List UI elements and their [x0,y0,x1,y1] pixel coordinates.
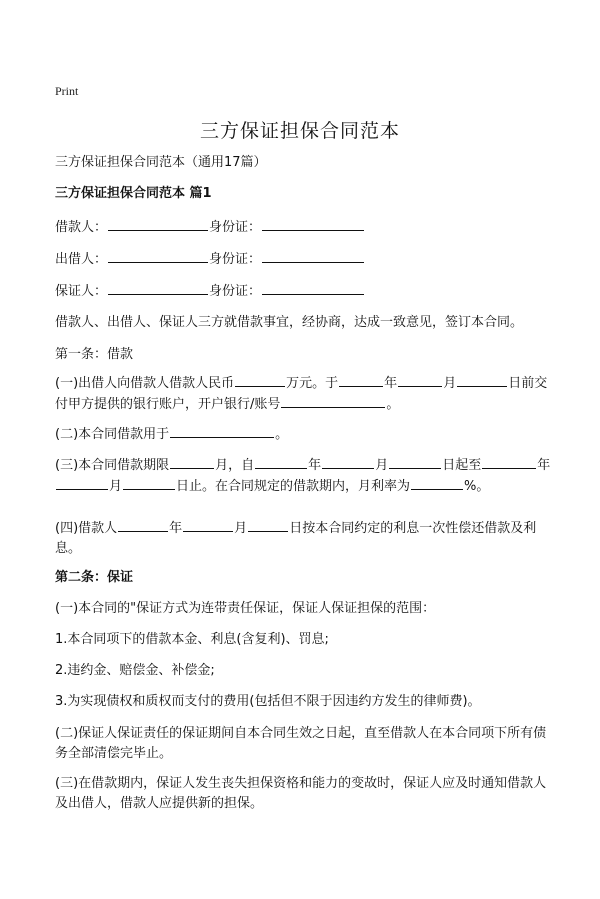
party-guarantor-line [55,281,555,302]
interest-rate-blank [411,476,463,490]
borrower-name-blank [108,217,208,231]
party-guarantor-label: 保证人： [55,284,108,299]
party-borrower-label: 借款人： [55,220,108,235]
article-heading: 三方保证担保合同范本 篇1 [55,186,212,201]
repay-year-blank [118,518,168,532]
clause2-text-b: 。 [275,427,289,442]
section1-heading: 第一条：借款 [55,347,134,362]
clause3-text-b: 月，自 [215,458,255,473]
clause1-text-e: 日前交付甲方提供的银行账户，开户银行/账号 [55,376,548,412]
clause3-text-e: 日起至 [442,458,482,473]
start-month-blank [322,455,374,469]
loan-amount-blank [235,373,285,387]
clause3-text-i: %。 [464,479,490,494]
lender-id-blank [262,249,364,263]
start-day-blank [389,455,441,469]
party-lender-line [55,249,555,270]
party-borrower-line [55,217,555,238]
clause3-text-f: 年 [537,458,551,473]
repay-day-blank [248,518,288,532]
guarantor-id-blank [262,281,364,295]
loan-year-blank [339,373,383,387]
section2-heading: 第二条：保证 [55,570,134,585]
section2-clause1: (一)本合同的"保证方式为连带责任保证，保证人保证担保的范围： [55,601,436,616]
clause4-text-c: 月 [234,521,248,536]
clause1-text-d: 月 [443,376,457,391]
party-lender-label: 出借人： [55,252,108,267]
clause3-text-c: 年 [308,458,322,473]
section1-clause4 [55,518,555,559]
party-guarantor-id-label: 身份证： [209,284,262,299]
section1-clause2 [55,424,555,445]
end-day-blank [123,476,175,490]
clause1-text-c: 年 [384,376,398,391]
clause2-text-a: (二)本合同借款用于 [55,427,170,442]
lender-name-blank [108,249,208,263]
clause3-text-g: 月 [109,479,123,494]
document-subtitle: 三方保证担保合同范本（通用17篇） [55,155,267,170]
clause4-text-a: (四)借款人 [55,521,118,536]
party-borrower-id-label: 身份证： [209,220,262,235]
print-label: Print [55,84,79,98]
section2-item1: 1.本合同项下的借款本金、利息(含复利)、罚息; [55,632,329,647]
section2-clause3: (三)在借款期内，保证人发生丧失担保资格和能力的变故时，保证人应及时通知借款人及出借人，借款人应提供新的担保。 [55,776,547,811]
section2-item2: 2.违约金、赔偿金、补偿金; [55,663,215,678]
guarantor-name-blank [108,281,208,295]
loan-month-blank [398,373,442,387]
clause4-text-b: 年 [169,521,183,536]
clause1-text-f: 。 [386,397,400,412]
end-month-blank [56,476,108,490]
repay-month-blank [183,518,233,532]
clause1-text-b: 万元。于 [286,376,339,391]
section1-clause1 [55,373,555,415]
loan-day-blank [457,373,507,387]
start-year-blank [255,455,307,469]
clause3-text-h: 日止。在合同规定的借款期内，月利率为 [176,479,411,494]
loan-purpose-blank [170,424,274,438]
section2-item3: 3.为实现债权和质权而支付的费用(包括但不限于因违约方发生的律师费)。 [55,694,481,709]
loan-term-blank [170,455,214,469]
end-year-blank [482,455,536,469]
clause1-text-a: (一)出借人向借款人借款人民币 [55,376,235,391]
clause3-text-d: 月 [375,458,389,473]
page-title: 三方保证担保合同范本 [199,120,400,142]
party-lender-id-label: 身份证： [209,252,262,267]
borrower-id-blank [262,217,364,231]
clause4-text-d: 日按本合同约定的利息一次性偿还借款及利息。 [55,521,537,556]
clause3-text-a: (三)本合同借款期限 [55,458,170,473]
section2-clause2: (二)保证人保证责任的保证期间自本合同生效之日起，直至借款人在本合同项下所有债务全部清偿完毕止。 [55,726,547,761]
contract-intro: 借款人、出借人、保证人三方就借款事宜，经协商，达成一致意见，签订本合同。 [55,315,524,330]
section1-clause3 [55,455,555,497]
bank-account-blank [281,394,385,408]
